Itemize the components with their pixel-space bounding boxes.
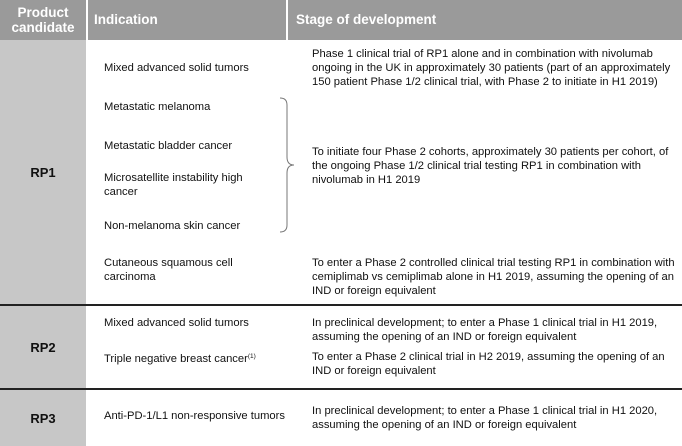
indication-text: Triple negative breast cancer: [104, 353, 248, 365]
grouping-brace: [278, 97, 298, 233]
stage-cell: In preclinical development; to enter a Phase 1 clinical trial in H1 2019, assuming the opening of an IND or foreign equivalent: [312, 317, 658, 343]
candidate-rp1: RP1: [0, 40, 86, 304]
indication-cell: Anti-PD-1/L1 non-responsive tumors: [104, 410, 285, 422]
indication-cell: Metastatic melanoma: [104, 101, 211, 113]
stage-cell: To enter a Phase 2 clinical trial in H2 2019, assuming the opening of an IND or foreign equivalent: [312, 351, 665, 377]
stage-cell: Phase 1 clinical trial of RP1 alone and in combination with nivolumab ongoing in the UK in approximately 30 patients (part of an approximately 150 patient Phase 1/2 clinical trial, with Phase 2 to initiate in H1 2019): [312, 48, 671, 88]
indication-cell: Cutaneous squamous cell carcinoma: [104, 257, 233, 283]
stage-cell: In preclinical development; to enter a Phase 1 clinical trial in H1 2020, assuming the opening of an IND or foreign equivalent: [312, 405, 658, 431]
candidate-rp3: RP3: [0, 390, 86, 446]
stage-cell-grouped: To initiate four Phase 2 cohorts, approximately 30 patients per cohort, of the ongoing Phase 1/2 clinical trial testing RP1 in combination with nivolumab in H1 2019: [312, 146, 669, 186]
header-stage-of-development: Stage of development: [288, 0, 682, 40]
indication-cell: Mixed advanced solid tumors: [104, 317, 249, 329]
indication-cell: [104, 350, 284, 366]
indication-cell: Microsatellite instability high cancer: [104, 172, 243, 198]
header-product-candidate: Product candidate: [0, 0, 86, 40]
indication-cell: Metastatic bladder cancer: [104, 140, 233, 152]
group-separator: [0, 304, 682, 306]
footnote-marker: (1): [247, 353, 256, 360]
group-separator: [0, 388, 682, 390]
indication-cell: Non-melanoma skin cancer: [104, 220, 241, 232]
header-indication: Indication: [88, 0, 286, 40]
indication-cell: Mixed advanced solid tumors: [104, 62, 249, 74]
stage-cell: To enter a Phase 2 controlled clinical trial testing RP1 in combination with cemiplimab vs cemiplimab alone in H1 2019, assuming the opening of an IND or foreign equivalent: [312, 257, 675, 297]
candidate-rp2: RP2: [0, 306, 86, 388]
